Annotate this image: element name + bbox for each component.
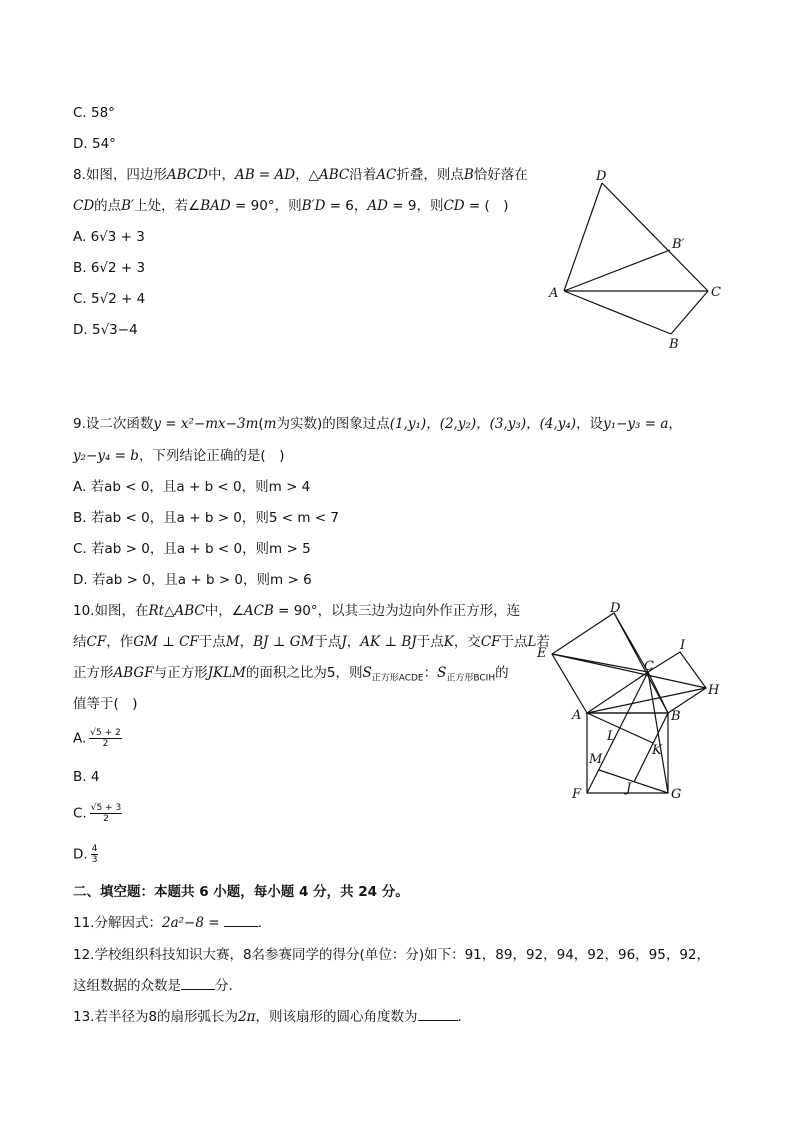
q9-option-b: B. 若ab < 0，且a + b > 0，则5 < m < 7	[73, 510, 340, 526]
q10-label-b: B	[671, 709, 681, 724]
q10-label-c: C	[644, 659, 654, 674]
q8-segment-ab-prime	[564, 250, 670, 291]
q8-label-c: C	[711, 285, 721, 300]
q10-stem-line1: 10.如图，在Rt△ABC中，∠ACB = 90°，以其三边为边向外作正方形，连	[73, 603, 521, 619]
q10-label-e: E	[537, 646, 547, 661]
q10-segment-eh	[552, 654, 706, 688]
q13-answer-blank[interactable]	[418, 1008, 458, 1021]
q8-label-b-prime: B′	[672, 237, 685, 252]
q8-label-b: B	[669, 337, 679, 352]
q9-option-d: D. 若ab > 0，且a + b > 0，则m > 6	[73, 572, 312, 588]
q10-option-a: A. $\frac{√5 + 2}{2}$	[73, 728, 121, 749]
q11-stem: 11.分解因式：2a²−8 = ．	[73, 915, 272, 931]
q7-option-d: D. 54°	[73, 136, 116, 152]
q8-option-d: D. 5√3−4	[73, 322, 138, 338]
q10-stem-line4: 值等于( )	[73, 696, 138, 712]
q10-label-a: A	[572, 708, 582, 723]
q10-label-m: M	[589, 752, 603, 767]
q9-stem-line2: y₂−y₄ = b，下列结论正确的是( )	[73, 448, 285, 464]
q10-segment-gm	[599, 770, 668, 793]
q10-option-b: B. 4	[73, 769, 100, 785]
q12-answer-blank[interactable]	[181, 977, 215, 990]
q12-stem-line1: 12.学校组织科技知识大赛，8名参赛同学的得分(单位：分)如下：91，89，92，94，92，96，95，92，	[73, 947, 711, 963]
q8-stem-line1: 8.如图，四边形ABCD中，AB = AD，△ABC沿着AC折叠，则点B恰好落在	[73, 167, 528, 183]
q8-label-a: A	[549, 286, 559, 301]
section-heading-fill-in: 二、填空题：本题共 6 小题，每小题 4 分，共 24 分。	[73, 884, 409, 900]
q12-stem-line2: 这组数据的众数是 分.	[73, 978, 233, 994]
q8-option-a: A. 6√3 + 3	[73, 229, 145, 245]
q10-stem-line3: 正方形ABGF与正方形JKLM的面积之比为5，则$S_{正方形ACDE}$：$S_{正方形BCIH}$的	[73, 665, 509, 684]
q10-figure	[530, 600, 730, 805]
q10-label-l: L	[607, 729, 616, 744]
q8-label-d: D	[596, 169, 607, 184]
q13-stem: 13.若半径为8的扇形弧长为2π，则该扇形的圆心角度数为 ．	[73, 1009, 472, 1025]
q9-option-a: A. 若ab < 0，且a + b < 0，则m > 4	[73, 479, 311, 495]
q8-option-b: B. 6√2 + 3	[73, 260, 146, 276]
q10-label-k: K	[652, 743, 662, 758]
q8-segment-dc	[602, 183, 708, 291]
q10-label-d: D	[610, 601, 621, 616]
q10-segment-bj	[634, 713, 668, 782]
q10-triangle-abc	[587, 672, 668, 713]
q9-option-c: C. 若ab > 0，且a + b < 0，则m > 5	[73, 541, 311, 557]
q8-segment-ad	[564, 183, 602, 291]
q10-segment-bd	[614, 613, 668, 713]
q11-answer-blank[interactable]	[224, 914, 258, 927]
q8-segment-ab	[564, 291, 671, 334]
q10-label-f: F	[572, 787, 582, 802]
q10-segment-cf	[587, 672, 648, 793]
q10-stem-line2: 结CF，作GM ⊥ CF于点M，BJ ⊥ GM于点J，AK ⊥ BJ于点K，交CF于点L若	[73, 634, 550, 650]
q8-option-c: C. 5√2 + 4	[73, 291, 146, 307]
q9-stem-line1: 9.设二次函数y = x²−mx−3m(m为实数)的图象过点(1,y₁)，(2,y₂)，(3,y₃)，(4,y₄)，设y₁−y₃ = a，	[73, 416, 682, 432]
q10-label-h: H	[708, 683, 720, 698]
q8-stem-line2: CD的点B′上处，若∠BAD = 90°，则B′D = 6，AD = 9，则CD = ( )	[73, 198, 509, 214]
q10-label-g: G	[671, 787, 682, 802]
q10-option-c: C. $\frac{√5 + 3}{2}$	[73, 803, 122, 824]
q10-label-j: J	[626, 781, 632, 796]
q8-segment-bc	[671, 291, 708, 334]
q10-label-i: I	[680, 638, 686, 653]
q10-square-bcih	[648, 652, 706, 713]
q10-option-d: D. $\frac{4}{3}$	[73, 844, 98, 865]
q10-segment-ak	[587, 713, 653, 743]
q8-figure	[530, 160, 730, 360]
q7-option-c: C. 58°	[73, 105, 115, 121]
